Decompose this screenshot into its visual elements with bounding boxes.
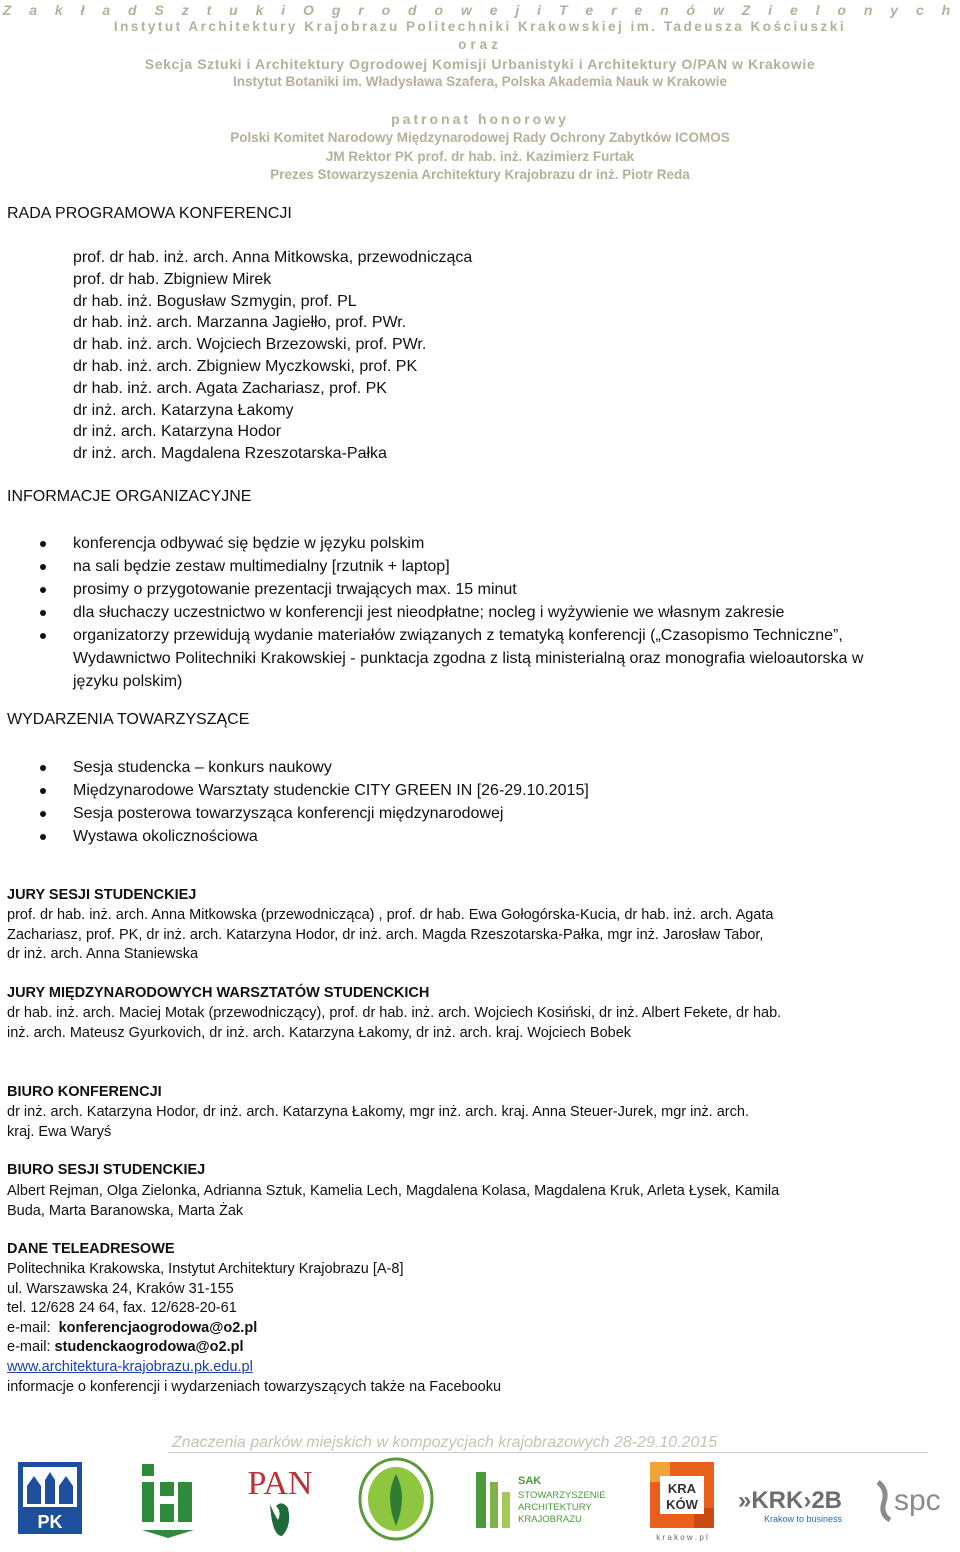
list-item: dr hab. inż. arch. Wojciech Brzezowski, prof. PWr. <box>73 336 427 354</box>
green-building-logo <box>138 1460 198 1540</box>
botanical-institute-logo <box>356 1456 436 1542</box>
footer-divider <box>168 1452 928 1453</box>
biuro-student-heading: BIURO SESJI STUDENCKIEJ <box>7 1162 206 1178</box>
svg-text:STOWARZYSZENIE: STOWARZYSZENIE <box>518 1490 606 1501</box>
email-1[interactable]: konferencjaogrodowa@o2.pl <box>58 1319 258 1336</box>
info-heading: INFORMACJE ORGANIZACYJNE <box>7 488 252 505</box>
bullet-icon <box>40 564 46 570</box>
rada-heading: RADA PROGRAMOWA KONFERENCJI <box>7 205 292 222</box>
events-heading: WYDARZENIA TOWARZYSZĄCE <box>7 711 250 728</box>
list-item: prosimy o przygotowanie prezentacji trwających max. 15 minut <box>73 578 933 601</box>
list-item: dla słuchaczy uczestnictwo w konferencji jest nieodpłatne; nocleg i wyżywienie we własnym zakresie <box>73 601 933 624</box>
krakow-logo <box>646 1460 718 1542</box>
list-item: organizatorzy przewidują wydanie materiałów związanych z tematyką konferencji („Czasopismo Techniczne”, Wydawnictwo Politechniki Krakowskiej - punktacja zgodna z listą ministerialną oraz monografia wieloautorska w języku polskim) <box>73 624 888 693</box>
svg-text:KRAJOBRAZU: KRAJOBRAZU <box>518 1514 582 1525</box>
svg-text:Krakow to business: Krakow to business <box>764 1514 843 1524</box>
pan-logo <box>238 1460 322 1540</box>
patron-1: Polski Komitet Narodowy Międzynarodowej Rady Ochrony Zabytków ICOMOS <box>230 130 730 145</box>
svg-text:spc: spc <box>894 1484 941 1517</box>
rada-members-list <box>73 247 472 465</box>
contact-heading: DANE TELEADRESOWE <box>7 1241 175 1257</box>
list-item: na sali będzie zestaw multimedialny [rzutnik + laptop] <box>73 555 933 578</box>
list-item: dr inż. arch. Katarzyna Łakomy <box>73 401 294 419</box>
patron-2: JM Rektor PK prof. dr hab. inż. Kazimierz Furtak <box>325 149 635 164</box>
list-item: prof. dr hab. Zbigniew Mirek <box>73 270 272 288</box>
sak-logo <box>474 1468 624 1532</box>
list-item: dr inż. arch. Magdalena Rzeszotarska-Pałka <box>73 445 387 463</box>
jury-student-members: prof. dr hab. inż. arch. Anna Mitkowska (przewodnicząca) , prof. dr hab. Ewa Gołogórska-Kucia, dr hab. inż. arch. Agata Zachariasz, prof. PK, dr inż. arch. Katarzyna Hodor, dr inż. arch. Magda Rzeszotarska-Pałka, mgr inż. Jarosław Tabor, dr inż. arch. Anna Staniewska <box>7 907 774 963</box>
svg-text:PK: PK <box>37 1512 63 1532</box>
bullet-icon <box>40 633 46 639</box>
facebook-note: informacje o konferencji i wydarzeniach towarzyszących także na Facebooku <box>7 1378 502 1395</box>
jury-workshop-heading: JURY MIĘDZYNARODOWYCH WARSZTATÓW STUDENCKICH <box>7 985 430 1001</box>
patronat-heading: patronat honorowy <box>391 111 569 127</box>
header-line-3: oraz <box>458 37 502 52</box>
list-item: Międzynarodowe Warsztaty studenckie CITY GREEN IN [26-29.10.2015] <box>73 779 933 802</box>
list-item: dr hab. inż. arch. Marzanna Jagiełło, prof. PWr. <box>73 314 407 332</box>
svg-text:KÓW: KÓW <box>666 1497 698 1512</box>
svg-text:SAK: SAK <box>518 1475 542 1487</box>
svg-text:PAN: PAN <box>247 1465 313 1502</box>
list-item: Sesja posterowa towarzysząca konferencji międzynarodowej <box>73 802 933 825</box>
info-list <box>73 532 933 693</box>
header-line-5: Instytut Botaniki im. Władysława Szafera, Polska Akademia Nauk w Krakowie <box>233 74 727 89</box>
svg-text:KRA: KRA <box>667 1481 697 1496</box>
contact-phone: tel. 12/628 24 64, fax. 12/628-20-61 <box>7 1300 237 1317</box>
contact-address: ul. Warszawska 24, Kraków 31-155 <box>7 1280 234 1297</box>
bullet-icon <box>40 765 46 771</box>
jury-student-heading: JURY SESJI STUDENCKIEJ <box>7 887 197 903</box>
list-item: prof. dr hab. inż. arch. Anna Mitkowska, przewodnicząca <box>73 249 473 266</box>
contact-org: Politechnika Krakowska, Instytut Architektury Krajobrazu [A-8] <box>7 1261 404 1277</box>
bullet-icon <box>40 811 46 817</box>
list-item: konferencja odbywać się będzie w języku polskim <box>73 532 933 555</box>
list-item: dr inż. arch. Katarzyna Hodor <box>73 423 282 441</box>
events-list <box>73 756 933 848</box>
email-2[interactable]: studenckaogrodowa@o2.pl <box>54 1339 244 1356</box>
bullet-icon <box>40 541 46 547</box>
website-link[interactable]: www.architektura-krajobrazu.pk.edu.pl <box>7 1358 253 1375</box>
biuro-members: dr inż. arch. Katarzyna Hodor, dr inż. arch. Katarzyna Łakomy, mgr inż. arch. kraj. Anna Steuer-Jurek, mgr inż. arch. kraj. Ewa Waryś <box>7 1104 749 1140</box>
list-item: Sesja studencka – konkurs naukowy <box>73 756 933 779</box>
spc-logo <box>872 1476 954 1526</box>
svg-text:k r a k o w . p l: k r a k o w . p l <box>656 1533 708 1542</box>
patron-3: Prezes Stowarzyszenia Architektury Krajobrazu dr inż. Piotr Reda <box>270 167 690 182</box>
footer-conference-title: Znaczenia parków miejskich w kompozycjach krajobrazowych 28-29.10.2015 <box>172 1434 718 1451</box>
biuro-heading: BIURO KONFERENCJI <box>7 1084 162 1100</box>
svg-text:ARCHITEKTURY: ARCHITEKTURY <box>518 1502 592 1513</box>
jury-workshop-members: dr hab. inż. arch. Maciej Motak (przewodniczący), prof. dr hab. inż. arch. Wojciech Kosiński, dr inż. Albert Fekete, dr hab. inż. arch. Mateusz Gyurkovich, dr inż. arch. Katarzyna Łakomy, dr inż. arch. kraj. Wojciech Bobek <box>7 1005 782 1041</box>
pk-logo <box>18 1462 82 1534</box>
header-line-1: Z a k ł a d S z t u k i O g r o d o w e j i T e r e n ó w Z i e l o n y c h <box>2 2 958 18</box>
bullet-icon <box>40 587 46 593</box>
biuro-student-members: Albert Rejman, Olga Zielonka, Adrianna Sztuk, Kamelia Lech, Magdalena Kolasa, Magdalena Kruk, Arleta Łysek, Kamila Buda, Marta Baranowska, Marta Żak <box>7 1183 780 1219</box>
header-line-2: Instytut Architektury Krajobrazu Politechniki Krakowskiej im. Tadeusza Kościuszki <box>113 19 847 34</box>
bullet-icon <box>40 788 46 794</box>
header-line-4: Sekcja Sztuki i Architektury Ogrodowej Komisji Urbanistyki i Architektury O/PAN w Krakowie <box>144 56 816 72</box>
bullet-icon <box>40 834 46 840</box>
list-item: dr hab. inż. arch. Agata Zachariasz, prof. PK <box>73 379 387 397</box>
list-item: dr hab. inż. Bogusław Szmygin, prof. PL <box>73 292 357 310</box>
list-item: Wystawa okolicznościowa <box>73 825 933 848</box>
svg-text:»KRK›2B: »KRK›2B <box>738 1487 843 1514</box>
contact-details: Politechnika Krakowska, Instytut Architektury Krajobrazu [A-8] ul. Warszawska 24, Kraków 31-155 tel. 12/628 24 64, fax. 12/628-20-61 e-mail: konferencjaogrodowa@o2.pl e-mail: studenckaogrodowa@o2.pl www.architektura-krajobrazu.pk.edu.pl informacje o konferencji i wydarzeniach towarzyszących także na Facebooku <box>7 1260 927 1397</box>
bullet-icon <box>40 610 46 616</box>
krk2b-logo <box>738 1482 868 1526</box>
list-item: dr hab. inż. arch. Zbigniew Myczkowski, prof. PK <box>73 357 418 375</box>
